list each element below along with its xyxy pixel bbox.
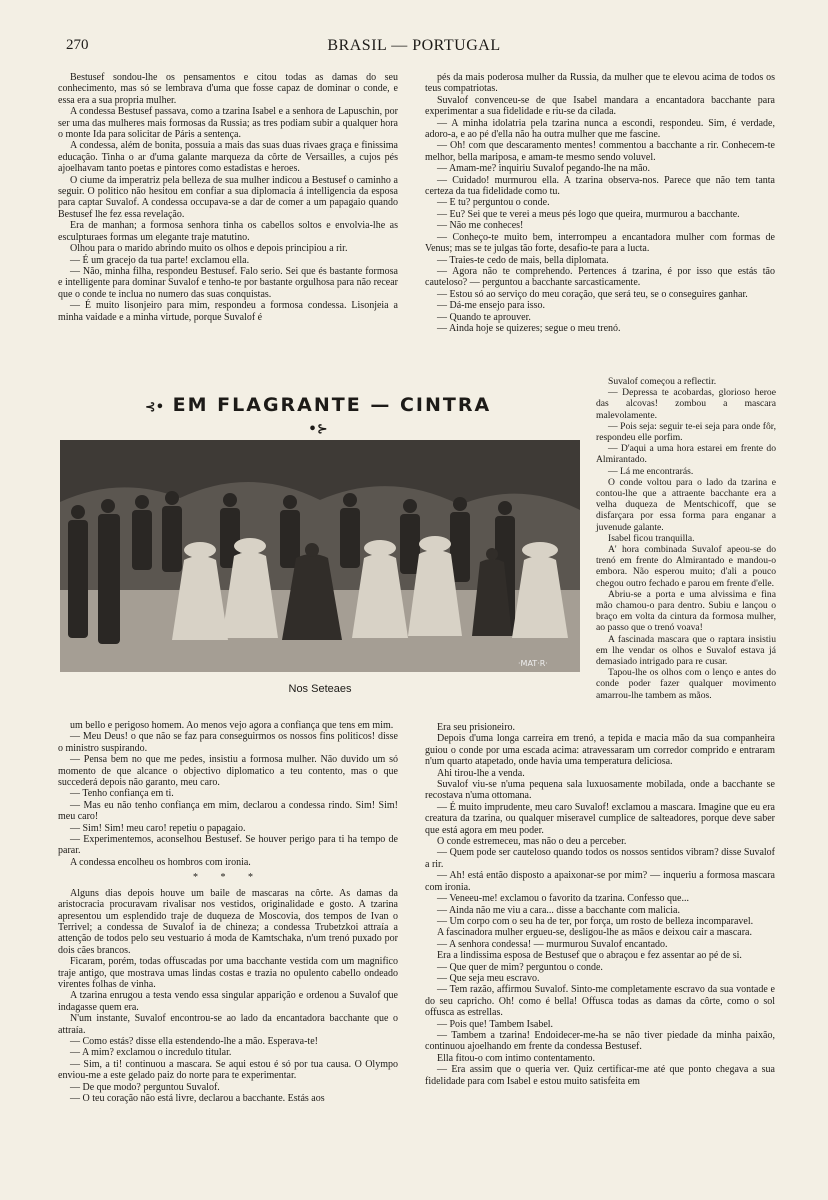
paragraph: — Agora não te comprehendo. Pertences á tzarina, é por isso que estás tão cauteloso? — perguntou a bacchante sarcasticamente. [425, 265, 775, 289]
group-photograph [60, 440, 580, 672]
paragraph: — Pois seja: seguir te-ei seja para onde fôr, respondeu elle porfim. [596, 420, 776, 444]
paragraph: — Conheço-te muito bem, interrompeu a encantadora mulher com formas de Venus; mas se te julgas tão forte, desafio-te para a lucta. [425, 231, 775, 255]
paragraph: Era a lindissima esposa de Bestusef que o abraçou e fez assentar ao pé de si. [437, 950, 742, 962]
paragraph: — E tu? perguntou o conde. [437, 197, 550, 209]
photo-signature: ·MAT·R· [518, 659, 548, 668]
paragraph: — Dá-me ensejo para isso. [437, 300, 546, 312]
paragraph: — É um gracejo da tua parte! exclamou ella. [70, 254, 250, 266]
paragraph: Ella fitou-o com intimo contentamento. [437, 1052, 596, 1064]
paragraph: A condessa Bestusef passava, como a tzarina Isabel e a senhora de Lapuschin, por ser uma das mulheres mais formosas da Russia; as tres podiam subir a qualquer hora o monte Ida para solicitar de Páris a sentença. [58, 106, 398, 141]
paragraph: — É muito lisonjeiro para mim, respondeu a formosa condessa. Lisonjeia a minha vaidade e a minha virtude, porque Suvalof é [58, 300, 398, 323]
paragraph: Ahi tirou-lhe a venda. [437, 767, 525, 779]
paragraph: Abriu-se a porta e uma alvissima e fina mão chamou-o para dentro. Subiu e lançou o braço em volta da cintura da formosa mulher, ao passo que o trenó voava! [596, 588, 776, 634]
paragraph: — É muito imprudente, meu caro Suvalof! exclamou a mascara. Imagine que eu era creatura da tzarina, ou qualquer miseravel cumplice de salteadores, porque deve saber que está agora em meu poder. [425, 801, 775, 836]
column-left-bottom [58, 720, 398, 1190]
paragraph: O conde estremeceu, mas não o deu a perceber. [437, 836, 627, 848]
article-title [138, 394, 498, 438]
paragraph: — Quem pode ser cauteloso quando todos os nossos sentidos vibram? disse Suvalof a rir. [425, 847, 775, 870]
paragraph: O ciume da imperatriz pela belleza de sua mulher indicou a Bestusef o caminho a seguir. O politico não hesitou em confiar a sua diplomacia á intelligencia da esposa para captar Suvalof. A condessa occupava-se a dar de comer a um papagaio quando Bestusef lhe fez essa revelação. [58, 174, 398, 220]
paragraph: — Oh! com que descaramento mentes! commentou a bacchante a rir. Conhecem-te melhor, bella mariposa, e amam-te mesmo sendo voluvel. [425, 140, 775, 163]
paragraph: — Quando te aprouver. [437, 311, 531, 323]
paragraph: — A senhora condessa! — murmurou Suvalof encantado. [437, 938, 668, 950]
paragraph: — Como estás? disse ella estendendo-lhe a mão. Esperava-te! [70, 1035, 318, 1047]
paragraph: Suvalof começou a reflectir. [608, 376, 717, 387]
paragraph: pés da mais poderosa mulher da Russia, da mulher que te elevou acima de todos os teus compatriotas. [425, 72, 775, 95]
title-ornament-right: •⊱ [308, 422, 328, 437]
paragraph: — Traies-te cedo de mais, bella diplomata. [437, 254, 609, 266]
paragraph: Olhou para o marido abrindo muito os olhos e depois principiou a rir. [70, 243, 348, 255]
title-text: EM FLAGRANTE — CINTRA [172, 394, 492, 416]
running-title: BRASIL — PORTUGAL [327, 37, 501, 54]
paragraph: — Não me conheces! [437, 220, 524, 232]
paragraph: A' hora combinada Suvalof apeou-se do trenó em frente do Almirantado e mandou-o embora. Não esperou muito; d'ali a pouco chegou outro fechado e parou em frente d'elle. [596, 544, 776, 589]
paragraph: — Que quer de mim? perguntou o conde. [437, 961, 603, 973]
column-right-top [425, 72, 775, 372]
paragraph: — Pensa bem no que me pedes, insistiu a formosa mulher. Não duvido um só momento de que alcance o objectivo diplomatico a teu contento, mas o que succederá depois não garanto, meu caro. [58, 754, 398, 789]
photo-caption: Nos Seteaes [288, 683, 352, 695]
column-left-top [58, 72, 398, 372]
paragraph: — A minha idolatria pela tzarina nunca a escondi, respondeu. Sim, é verdade, adoro-a, e ao pé d'ella não ha outra mulher que me fascine. [425, 117, 775, 141]
paragraph: O conde voltou para o lado da tzarina e contou-lhe que a attraente bacchante era a velha duqueza de Mentschicoff, que se disfarçara por essa forma para enganar a juvenude galante. [596, 476, 776, 533]
paragraph: — Sim, a ti! continuou a mascara. Se aqui estou é só por tua causa. O Olympo enviou-me a este gelado paiz do norte para te experimentar. [58, 1058, 398, 1082]
paragraph: — Pois que! Tambem Isabel. [437, 1018, 554, 1030]
paragraph: A tzarina enrugou a testa vendo essa singular apparição e ordenou a Suvalof que indagasse quem era. [58, 990, 398, 1013]
photo-illustration [60, 440, 580, 672]
paragraph: Suvalof convenceu-se de que Isabel mandara a encantadora bacchante para experimentar a sua fidelidade e riu-se da cilada. [425, 94, 775, 118]
paragraph: — Lá me encontrarás. [608, 465, 694, 477]
paragraph: — Veneeu-me! exclamou o favorito da tzarina. Confesso que... [437, 893, 689, 905]
paragraph: — Depressa te acobardas, glorioso heroe das alcovas! zombou a mascara malevolamente. [596, 387, 776, 421]
paragraph: — O teu coração não está livre, declarou a bacchante. Estás aos [70, 1093, 325, 1104]
paragraph: — Cuidado! murmurou ella. A tzarina observa-nos. Parece que não tem tanta certeza da tua fidelidade como tu. [425, 174, 775, 198]
paragraph: A condessa, além de bonita, possuia a mais das suas duas rivaes graça e finissima educação. Tinha o ar d'uma galante marqueza da côrte de Versailles, a cujos pés ajoelhavam tanto poetas e pintores como estadistas e heroes. [58, 140, 398, 175]
paragraph: — Experimentemos, aconselhou Bestusef. Se houver perigo para ti ha tempo de parar. [58, 834, 398, 857]
paragraph: Isabel ficou tranquilla. [608, 532, 695, 544]
paragraph: — Amam-me? inquiriu Suvalof pegando-lhe na mão. [437, 163, 651, 175]
paragraph: A fascinada mascara que o raptara insistiu em lhe vendar os olhos e Suvalof estava já demasiado intrigado para re cusar. [596, 633, 776, 668]
paragraph: — Ainda hoje se quizeres; segue o meu trenó. [437, 322, 621, 334]
paragraph: Suvalof viu-se n'uma pequena sala luxuosamente mobilada, onde a bacchante se recostava n'uma ottomana. [425, 779, 775, 802]
paragraph: Alguns dias depois houve um baile de mascaras na côrte. As damas da aristocracia procuravam rivalisar nos vestidos, originalidade e gosto. A tzarina apresentou um esplendido traje de duqueza de Moscovia, dos tempos de Ivan o Terrivel; a condessa de Suvalof ia de chineza; a condessa Trubetzkoi attraía a attenção de todos pelo seu vestuario á moda de Kamtschaka, n'um trenó puxado por dois cães brancos. [58, 887, 398, 956]
paragraph: — A mim? exclamou o incredulo titular. [70, 1047, 232, 1059]
paragraph: N'um instante, Suvalof encontrou-se ao lado da encantadora bacchante que o attraía. [58, 1013, 398, 1036]
paragraph: — Tem razão, affirmou Suvalof. Sinto-me completamente escravo da sua vontade e do seu capricho. Oh! como é bella! Offusca todas as damas da côrte, como o sol offusca as estrellas. [425, 984, 775, 1019]
column-right-bottom [425, 722, 775, 1192]
section-separator: * * * [193, 872, 263, 884]
paragraph: A fascinadora mulher ergueu-se, desligou-lhe as mãos e deixou cair a mascara. [437, 927, 752, 939]
paragraph: Tapou-lhe os olhos com o lenço e antes do conde poder fazer qualquer movimento amarrou-lhe tambem as mãos. [596, 667, 776, 701]
paragraph: Era seu prisioneiro. [437, 722, 516, 733]
paragraph: Bestusef sondou-lhe os pensamentos e citou todas as damas do seu conhecimento, mas só se lembrava d'uma que fosse capaz de dominar o conde, e essa era a sua propria mulher. [58, 72, 398, 106]
page-number: 270 [66, 37, 89, 53]
paragraph: — Tenho confiança em ti. [70, 788, 174, 800]
paragraph: Depois d'uma longa carreira em trenó, a tepida e macia mão da sua companheira guiou o conde por uma escada acima: atravessaram um corredor comprido e entraram n'um quarto atapetado, onde havia uma temperatura deliciosa. [425, 733, 775, 768]
paragraph: — Era assim que o queria ver. Quiz certificar-me até que ponto chegava a sua fidelidade para com Isabel e estou muito satisfeita em [425, 1064, 775, 1087]
title-ornament-left: ⊰• [144, 400, 165, 415]
paragraph: — Mas eu não tenho confiança em mim, declarou a condessa rindo. Sim! Sim! meu caro! [58, 799, 398, 823]
paragraph: — D'aqui a uma hora estarei em frente do Almirantado. [596, 443, 776, 466]
paragraph: — Sim! Sim! meu caro! repetiu o papagaio. [70, 822, 246, 834]
paragraph: Ficaram, porém, todas offuscadas por uma bacchante vestida com um magnifico traje antigo, que mostrava umas lindas costas e trazia no opulento cabello ondeado virentes folhas de vinha. [58, 956, 398, 990]
column-right-mid [596, 376, 776, 726]
paragraph: — Tambem a tzarina! Endoidecer-me-ha se não tiver piedade da minha paixão, continuou ajoelhando em frente da condessa Bestusef. [425, 1029, 775, 1053]
paragraph: A condessa encolheu os hombros com ironia. [70, 856, 251, 868]
paragraph: — Ah! está então disposto a apaixonar-se por mim? — inqueriu a formosa mascara com ironia. [425, 870, 775, 893]
paragraph: um bello e perigoso homem. Ao menos vejo agora a confiança que tens em mim. [70, 720, 394, 731]
paragraph: — Meu Deus! o que não se faz para conseguirmos os nossos fins politicos! disse o ministro suspirando. [58, 731, 398, 754]
paragraph: — Estou só ao serviço do meu coração, que será teu, se o conseguires ganhar. [437, 288, 748, 300]
paragraph: — Que seja meu escravo. [437, 972, 540, 984]
paragraph: — Não, minha filha, respondeu Bestusef. Falo serio. Sei que és bastante formosa e intelligente para dominar Suvalof e tenho-te por bastante orgulhosa para não recear que o conde te inclua no numero das suas conquistas. [58, 265, 398, 300]
paragraph: Era de manhan; a formosa senhora tinha os cabellos soltos e envolvia-lhe as esculpturaes formas um elegante traje matutino. [58, 220, 398, 243]
paragraph: — De que modo? perguntou Suvalof. [70, 1081, 220, 1093]
paragraph: — Um corpo com o seu ha de ter, por força, um rosto de belleza incomparavel. [437, 915, 754, 927]
paragraph: — Ainda não me viu a cara... disse a bacchante com malicia. [437, 904, 680, 916]
paragraph: — Eu? Sei que te verei a meus pés logo que queira, murmurou a bacchante. [437, 208, 740, 220]
